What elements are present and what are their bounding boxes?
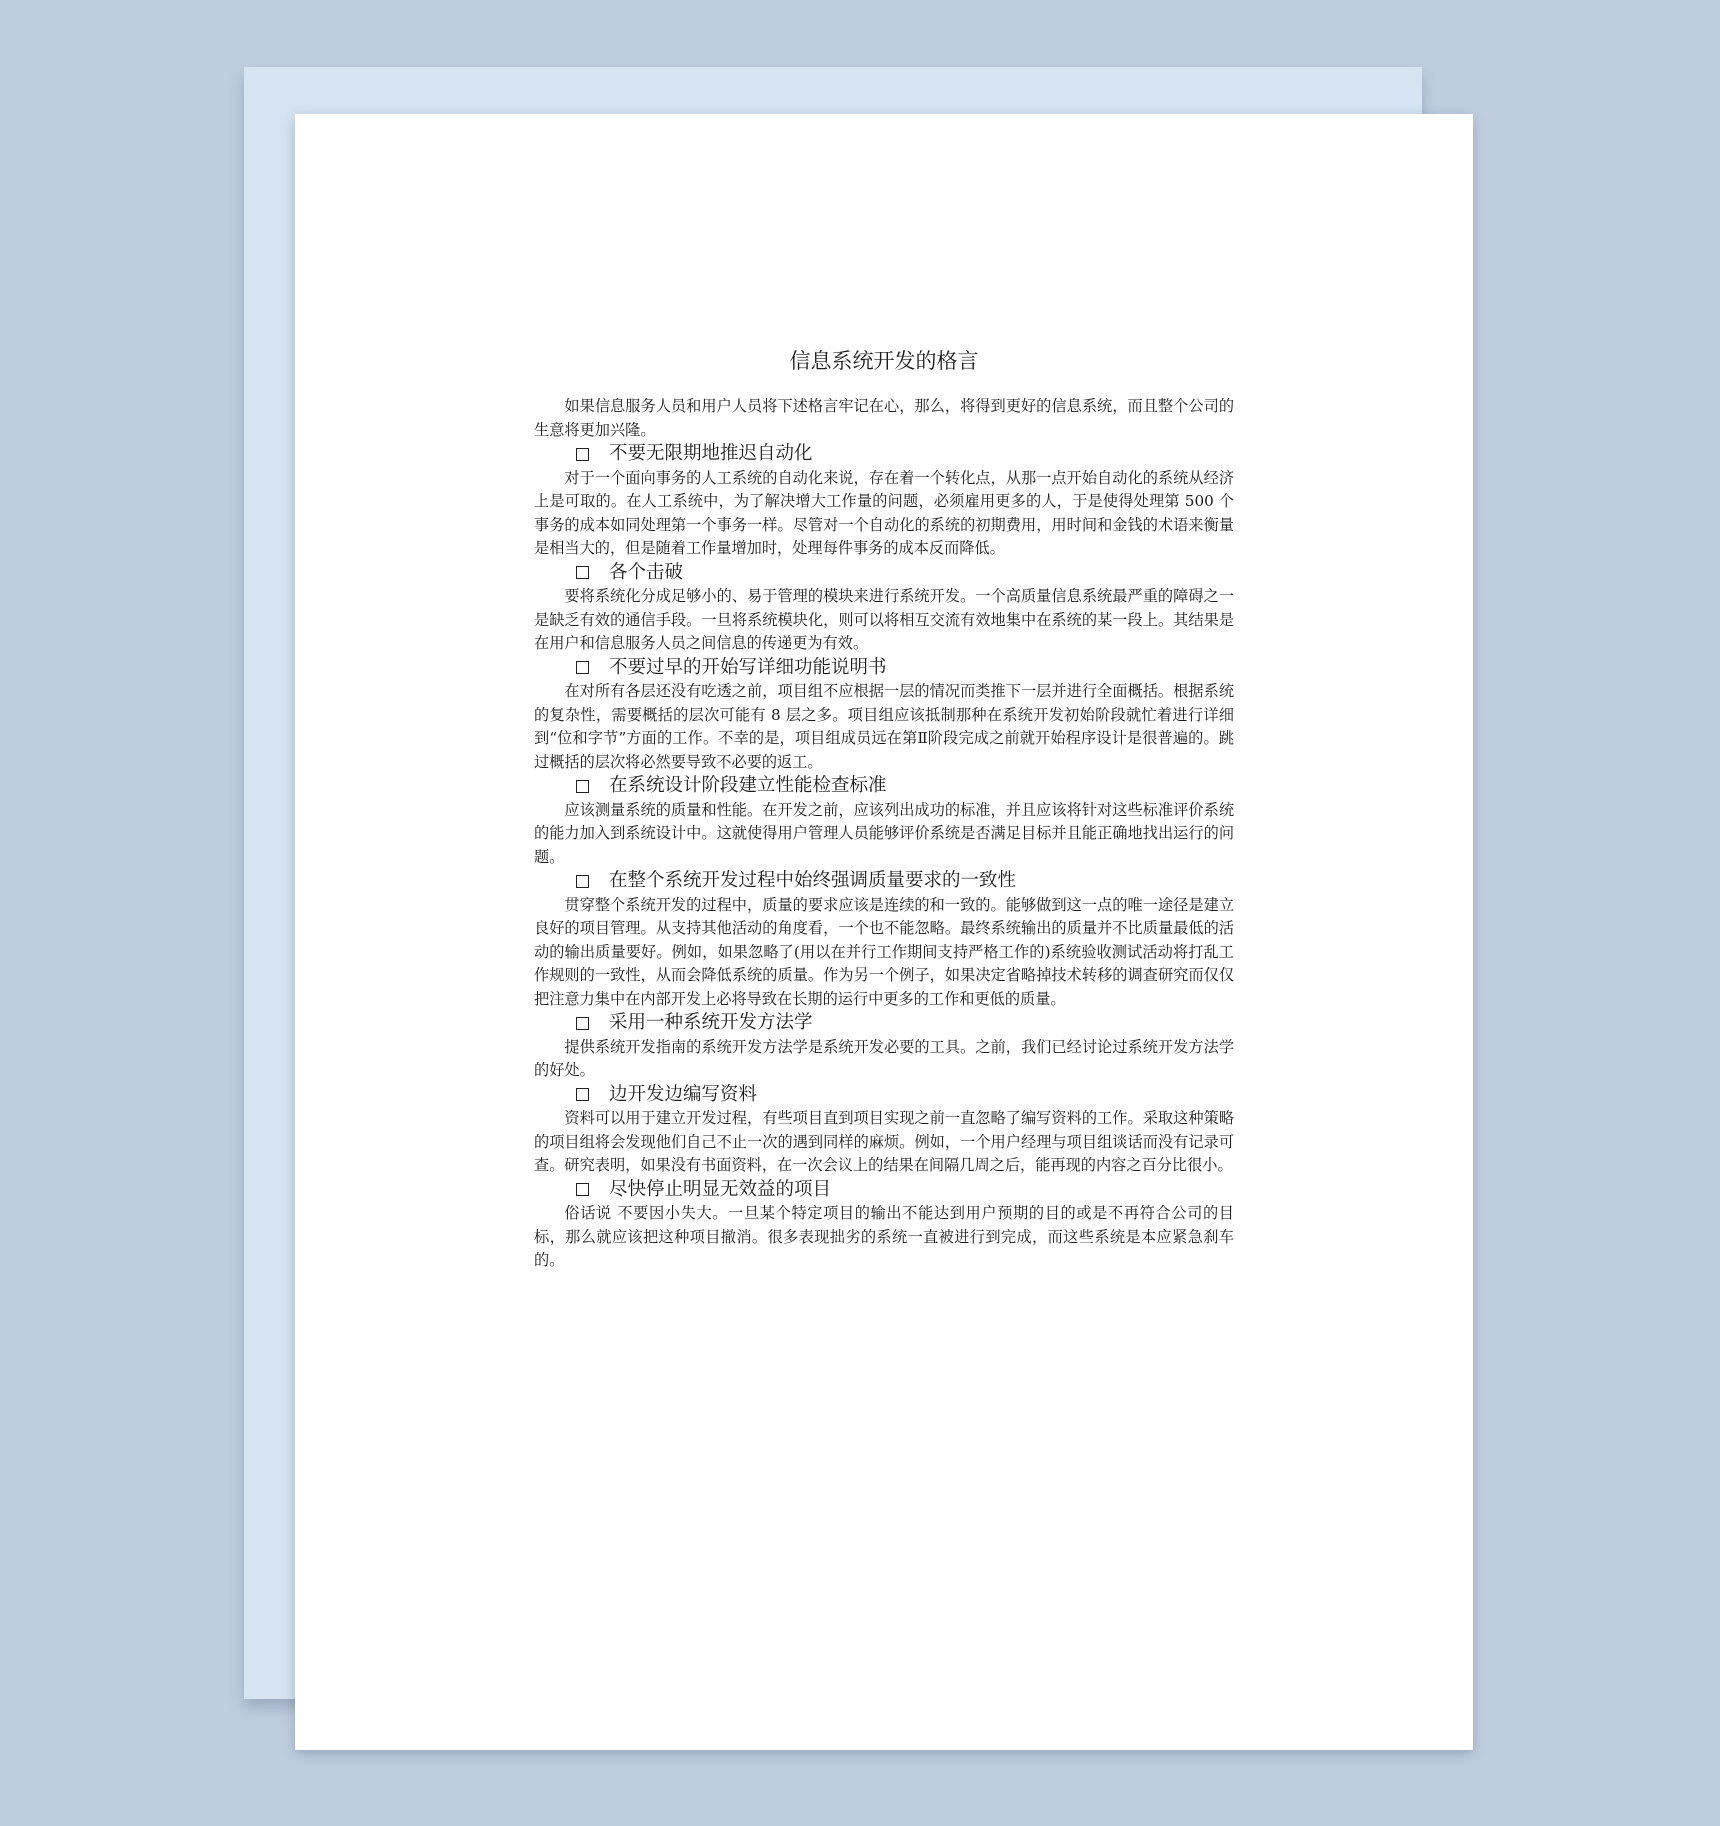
checkbox-icon [576, 566, 589, 579]
section-paragraph: 资料可以用于建立开发过程，有些项目直到项目实现之前一直忽略了编写资料的工作。采取这种策略的项目组将会发现他们自己不止一次的遇到同样的麻烦。例如，一个用户经理与项目组谈话而没有记录可查。研究表明，如果没有书面资料，在一次会议上的结果在间隔几周之后，能再现的内容之百分比很小。 [534, 1109, 1234, 1174]
section-heading [534, 869, 1234, 894]
checkbox-icon [576, 448, 589, 461]
section-heading [534, 561, 1234, 586]
section-heading-text: 不要无限期地推迟自动化 [609, 443, 813, 464]
document-content [534, 348, 1234, 1273]
section-heading-text: 边开发边编写资料 [609, 1083, 758, 1105]
checkbox-icon [576, 875, 589, 888]
section-heading-text: 在系统设计阶段建立性能检查标准 [609, 775, 887, 796]
section-paragraph: 提供系统开发指南的系统开发方法学是系统开发必要的工具。之前，我们已经讨论过系统开发方法学的好处。 [534, 1037, 1234, 1079]
section-paragraph: 应该测量系统的质量和性能。在开发之前，应该列出成功的标准，并且应该将针对这些标准评价系统的能力加入到系统设计中。这就使得用户管理人员能够评价系统是否满足目标并且能正确地找出运行的问题。 [534, 800, 1234, 866]
checkbox-icon [576, 1183, 589, 1196]
section-heading [534, 1011, 1234, 1036]
intro-paragraph: 如果信息服务人员和用户人员将下述格言牢记在心，那么，将得到更好的信息系统，而且整个公司的生意将更加兴隆。 [534, 397, 1234, 439]
checkbox-icon [576, 1088, 589, 1101]
document-page [295, 114, 1473, 1750]
section-heading-text: 在整个系统开发过程中始终强调质量要求的一致性 [609, 870, 1017, 891]
section-paragraph: 在对所有各层还没有吃透之前，项目组不应根据一层的情况而类推下一层并进行全面概括。根据系统的复杂性，需要概括的层次可能有 8 层之多。项目组应该抵制那种在系统开发初始阶段就忙着进行详细到“位和字节”方面的工作。不幸的是，项目组成员远在第Ⅱ阶段完成之前就开始程序设计是很普遍的。跳过概括的层次将必然要导致不必要的返工。 [534, 682, 1234, 771]
section-heading [534, 774, 1234, 799]
document-title: 信息系统开发的格言 [789, 349, 979, 373]
checkbox-icon [576, 661, 589, 674]
section-paragraph: 俗话说 不要因小失大。一旦某个特定项目的输出不能达到用户预期的目的或是不再符合公司的目标，那么就应该把这种项目撤消。很多表现拙劣的系统一直被进行到完成，而这些系统是本应紧急刹车的。 [534, 1204, 1234, 1269]
section-heading-text: 各个击破 [609, 561, 684, 583]
section-heading-text: 采用一种系统开发方法学 [609, 1012, 813, 1033]
section-heading [534, 656, 1234, 681]
section-heading [534, 1083, 1234, 1108]
section-paragraph: 贯穿整个系统开发的过程中，质量的要求应该是连续的和一致的。能够做到这一点的唯一途径是建立良好的项目管理。从支持其他活动的角度看，一个也不能忽略。最终系统输出的质量并不比质量最低的活动的输出质量要好。例如，如果忽略了(用以在并行工作期间支持严格工作的)系统验收测试活动将打乱工作规则的一致性，从而会降低系统的质量。作为另一个例子，如果决定省略掉技术转移的调查研究而仅仅把注意力集中在内部开发上必将导致在长期的运行中更多的工作和更低的质量。 [534, 895, 1234, 1008]
section-heading [534, 1178, 1234, 1203]
section-paragraph: 对于一个面向事务的人工系统的自动化来说，存在着一个转化点，从那一点开始自动化的系统从经济上是可取的。在人工系统中，为了解决增大工作量的问题，必须雇用更多的人，于是使得处理第 500 个事务的成本如同处理第一个事务一样。尽管对一个自动化的系统的初期费用，用时间和金钱的术语来衡量是相当大的，但是随着工作量增加时，处理每件事务的成本反而降低。 [534, 468, 1234, 557]
section-heading-text: 不要过早的开始写详细功能说明书 [609, 656, 887, 678]
section-heading-text: 尽快停止明显无效益的项目 [609, 1178, 832, 1200]
checkbox-icon [576, 780, 589, 793]
checkbox-icon [576, 1017, 589, 1030]
section-heading [534, 442, 1234, 467]
section-paragraph: 要将系统化分成足够小的、易于管理的模块来进行系统开发。一个高质量信息系统最严重的障碍之一是缺乏有效的通信手段。一旦将系统模块化，则可以将相互交流有效地集中在系统的某一段上。其结果是在用户和信息服务人员之间信息的传递更为有效。 [534, 587, 1234, 652]
